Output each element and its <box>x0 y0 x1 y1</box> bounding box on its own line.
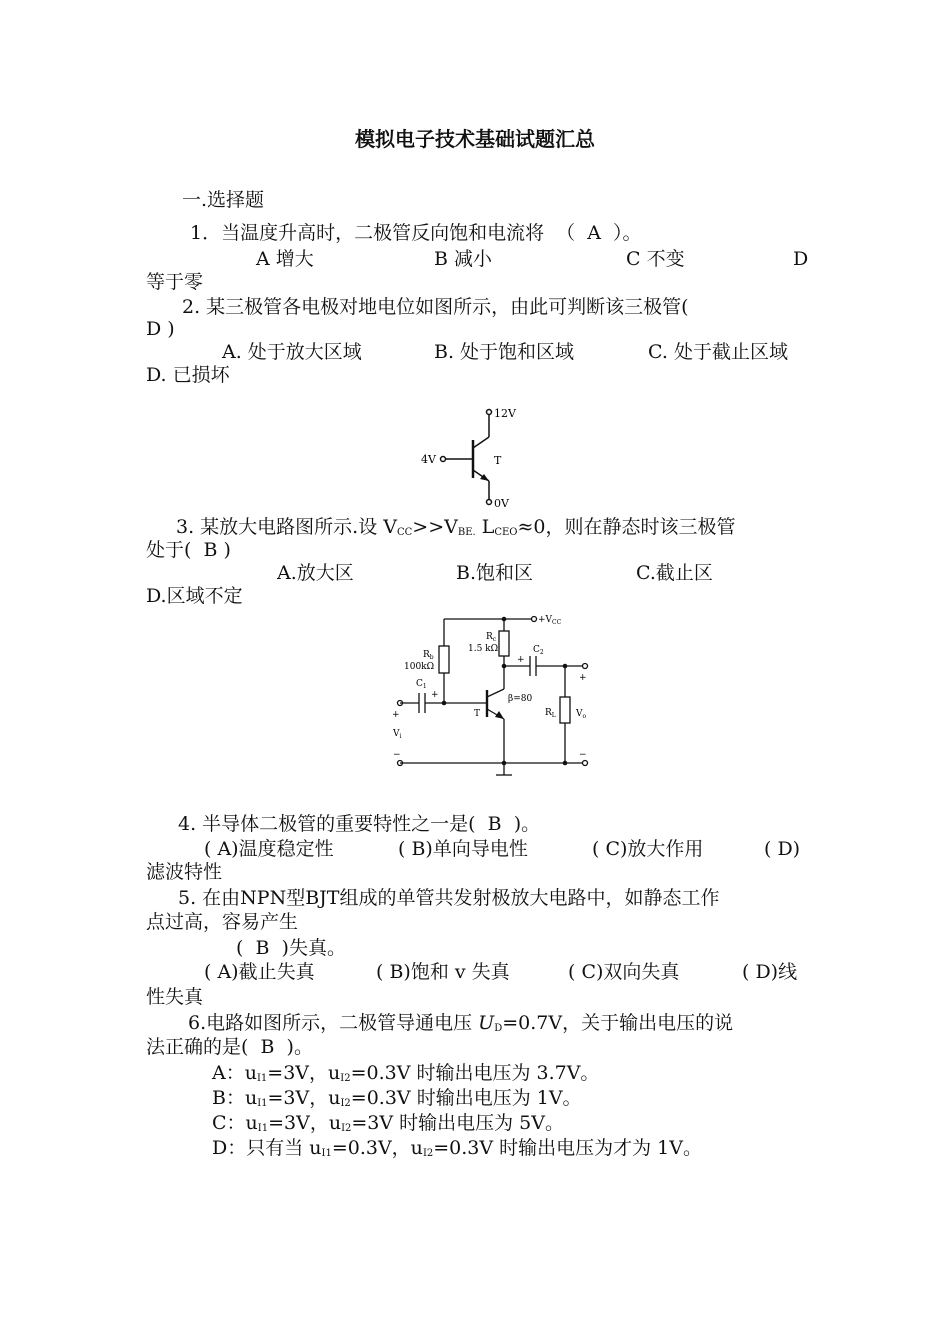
q5-option-c: ( C)双向失真 <box>568 961 680 983</box>
q2-stem: 2. 某三极管各电极对地电位如图所示，由此可判断该三极管( <box>182 296 689 318</box>
q3-option-c: C.截止区 <box>636 562 713 584</box>
svg-text:RL: $R_L$ <box>545 708 556 719</box>
q2-bottom-terminal <box>487 500 492 505</box>
svg-text:Vo: $V_o$ <box>576 709 587 720</box>
q6-stem-cont: 法正确的是( B )。 <box>146 1036 313 1058</box>
q5-option-b: ( B)饱和 v 失真 <box>376 961 510 983</box>
q2-label-top: 12V <box>494 407 516 420</box>
svg-text:−: − <box>393 750 401 760</box>
svg-text:100kΩ: 100kΩ <box>404 662 435 672</box>
q2-transistor-figure <box>410 400 530 515</box>
q1-option-a: A 增大 <box>256 248 314 270</box>
rb-resistor <box>439 646 449 673</box>
svg-text:Rb: $R_b$ <box>423 650 434 661</box>
q1-stem: 1．当温度升高时，二极管反向饱和电流将 （ A ）。 <box>190 222 642 244</box>
page-title: 模拟电子技术基础试题汇总 <box>355 127 595 151</box>
q3-option-a: A.放大区 <box>277 562 354 584</box>
q4-option-d-text: 滤波特性 <box>146 861 223 883</box>
svg-text:+: + <box>579 673 587 683</box>
q2-top-terminal <box>487 410 492 415</box>
q3-option-b: B.饱和区 <box>456 562 534 584</box>
q3-stem: 3. 某放大电路图所示.设 $V_{CC}>>V_{BE.}$ $L_{CEO}\approx 0$，则在静态时该三极管 <box>176 516 736 538</box>
q2-label-base: 4V <box>421 453 436 466</box>
q6-option-a: A：$u_{I1}=3V$，$u_{I2}=0.3V$ 时输出电压为 3.7V。 <box>212 1062 600 1084</box>
q3-option-d: D.区域不定 <box>146 585 243 607</box>
svg-text:C1: $C_1$ <box>416 679 427 690</box>
q6-stem: 6.电路如图所示，二极管导通电压 $U_D=0.7V$，关于输出电压的说 <box>188 1012 734 1034</box>
svg-text:C2: $C_2$ <box>533 645 544 656</box>
q6-option-c: C：$u_{I1}=3V$，$u_{I2}=3V$ 时输出电压为 5V。 <box>212 1112 564 1134</box>
q4-option-b: ( B)单向导电性 <box>398 838 528 860</box>
rc-resistor <box>499 631 509 656</box>
q2-label-t: T <box>494 454 502 467</box>
q2-option-d: D. 已损坏 <box>146 364 230 386</box>
q4-option-c: ( C)放大作用 <box>592 838 704 860</box>
q5-stem: 5. 在由NPN型BJT组成的单管共发射极放大电路中，如静态工作 <box>178 887 720 909</box>
q2-label-bottom: 0V <box>494 497 509 510</box>
q6-option-b: B：$u_{I1}=3V$，$u_{I2}=0.3V$ 时输出电压为 1V。 <box>212 1087 582 1109</box>
q5-answer: ( B )失真。 <box>236 937 346 959</box>
svg-text:β=80: β=80 <box>508 694 533 704</box>
q3-answer: 处于( B ) <box>146 539 231 561</box>
svg-text:T: T <box>474 709 481 719</box>
q6-option-d: D：只有当 $u_{I1}=0.3V$，$u_{I2}=0.3V$ 时输出电压为才为 1V。 <box>212 1137 702 1159</box>
q4-option-a: ( A)温度稳定性 <box>204 838 334 860</box>
q5-option-d-head: ( D)线 <box>742 961 798 983</box>
q4-stem: 4. 半导体二极管的重要特性之一是( B )。 <box>178 813 541 835</box>
q2-base-terminal <box>441 457 446 462</box>
q1-option-d-text: 等于零 <box>146 271 204 293</box>
rl-resistor <box>560 697 570 723</box>
svg-text:+VCC: $+V_{CC}$ <box>538 615 562 626</box>
q2-option-c: C. 处于截止区域 <box>648 341 788 363</box>
q5-option-d-tail: 性失真 <box>146 986 204 1008</box>
q1-option-d-letter: D <box>793 248 809 270</box>
q5-stem-cont: 点过高，容易产生 <box>146 911 299 933</box>
q2-option-b: B. 处于饱和区域 <box>434 341 575 363</box>
q3-amplifier-circuit <box>386 605 626 785</box>
q1-option-c: C 不变 <box>626 248 685 270</box>
q4-option-d-letter: ( D) <box>764 838 801 860</box>
svg-text:Vi: $V_i$ <box>393 729 402 740</box>
svg-text:+: + <box>431 690 439 700</box>
svg-text:−: − <box>579 750 587 760</box>
q5-option-a: ( A)截止失真 <box>204 961 315 983</box>
svg-text:+: + <box>517 655 525 665</box>
q1-option-b: B 减小 <box>434 248 493 270</box>
q2-option-a: A. 处于放大区域 <box>222 341 362 363</box>
q3-emitter-arrow <box>495 711 504 719</box>
svg-text:Rc: $R_c$ <box>486 632 497 643</box>
svg-text:+: + <box>392 710 400 720</box>
q2-answer: D ) <box>146 318 175 340</box>
section-heading: 一.选择题 <box>182 189 265 211</box>
svg-text:1.5 kΩ: 1.5 kΩ <box>468 644 499 654</box>
